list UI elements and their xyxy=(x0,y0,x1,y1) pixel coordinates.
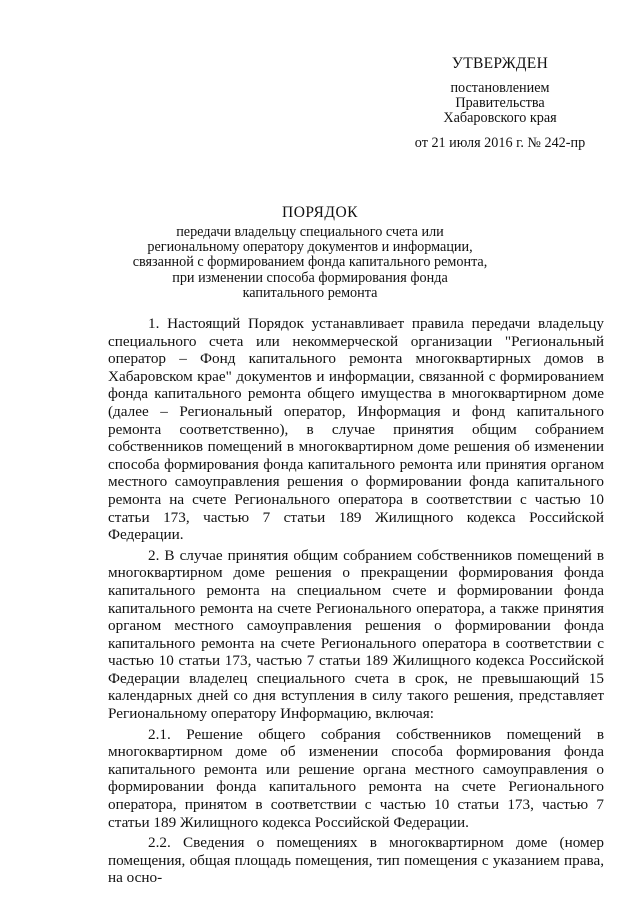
approval-line: Хабаровского края xyxy=(443,110,557,126)
paragraph: 2.1. Решение общего собрания собственников помещений в многоквартирном доме об изменении способа формирования фонда капитального ремонта или решение органа местного самоуправления о формировании фонда капитального ремонта на счете Регионального оператора, принятом в соответствии с частью 10 статьи 173, частью 7 статьи 189 Жилищного кодекса Российской Федерации. xyxy=(108,725,604,831)
approval-date: от 21 июля 2016 г. № 242-пр xyxy=(414,135,586,151)
document-subtitle: передачи владельцу специального счета или региональному оператору документов и информации, связанной с формированием фонда капитального ремонта, при изменении способа формирования фонда капитального ремонта xyxy=(132,224,488,301)
document-title: ПОРЯДОК xyxy=(282,204,358,221)
approval-stamp xyxy=(400,56,600,151)
approval-line: постановлением xyxy=(450,80,550,96)
paragraph: 1. Настоящий Порядок устанавливает правила передачи владельцу специального счета или некоммерческой организации "Региональный оператор – Фонд капитального ремонта многоквартирных домов в Хабаровском крае" документов и информации, связанной с формированием фонда капитального ремонта общего имущества в многоквартирном доме (далее – Региональный оператор, Информация и фонд капитального ремонта соответственно), в случае принятия общим собранием собственников помещений в многоквартирном доме решения об изменении способа формирования фонда капитального ремонта или принятия органом местного самоуправления решения о формировании фонда капитального ремонта на счете Регионального оператора в соответствии с частью 10 статьи 173, частью 7 статьи 189 Жилищного кодекса Российской Федерации. xyxy=(108,315,604,544)
paragraph: 2. В случае принятия общим собранием собственников помещений в многоквартирном доме решения о прекращении формирования фонда капитального ремонта на специальном счете и формировании фонда капитального ремонта на счете Регионального оператора, а также принятия органом местного самоуправления решения о формировании фонда капитального ремонта на счете Регионального оператора в соответствии с частью 10 статьи 173, частью 7 статьи 189 Жилищного кодекса Российской Федерации владелец специального счета в срок, не превышающий 15 календарных дней со дня вступления в силу такого решения, представляет Региональному оператору Информацию, включая: xyxy=(108,546,604,723)
approval-heading: УТВЕРЖДЕН xyxy=(451,55,549,72)
paragraph: 2.2. Сведения о помещениях в многоквартирном доме (номер помещения, общая площадь помещения, тип помещения с указанием права, на осно- xyxy=(108,834,604,887)
approval-line: Правительства xyxy=(455,95,545,111)
document-body xyxy=(108,315,604,890)
